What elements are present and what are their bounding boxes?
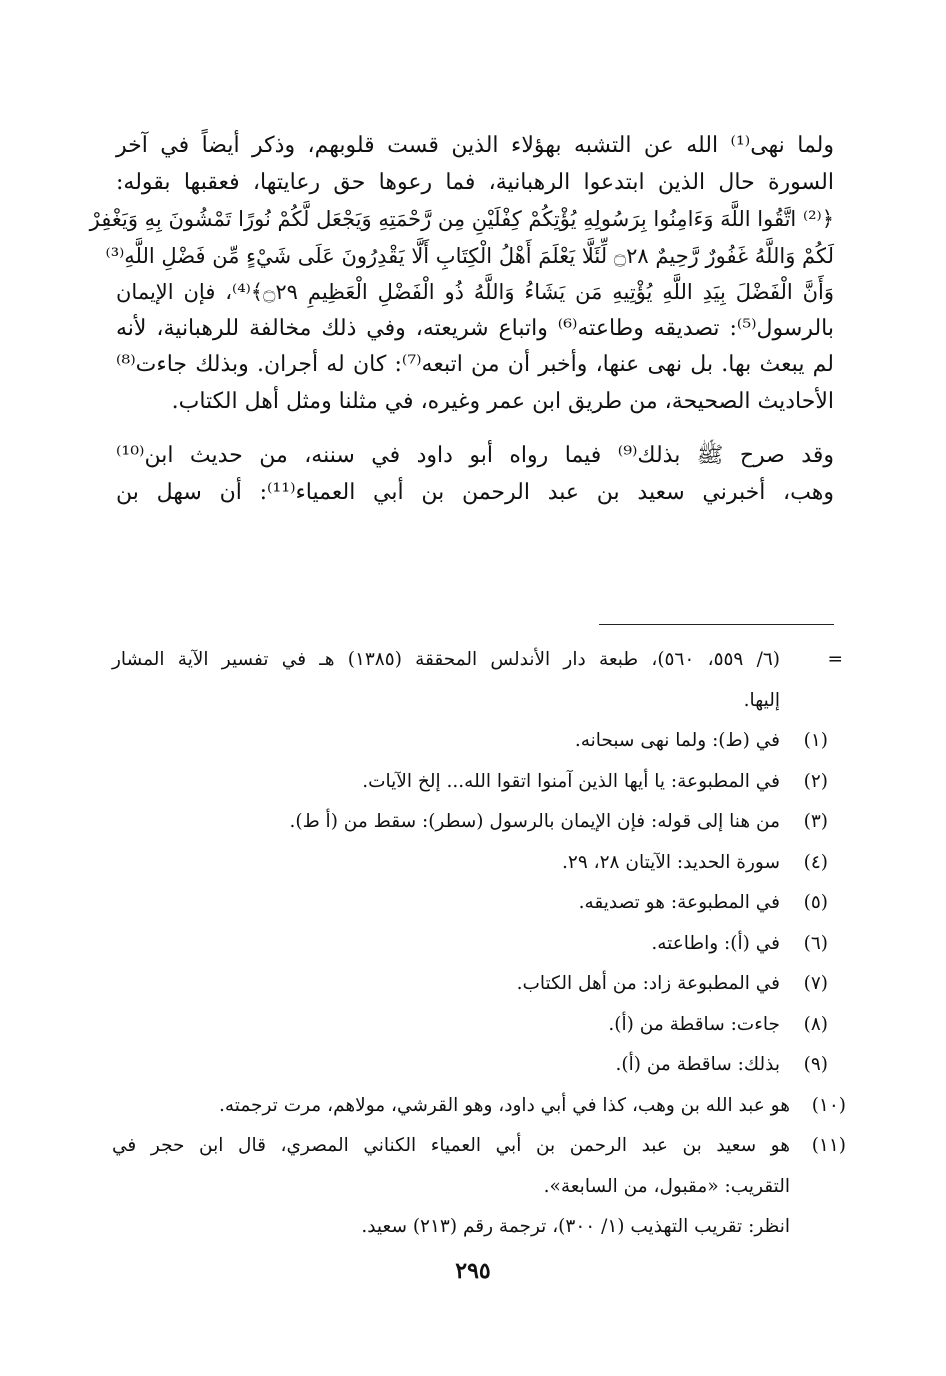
footnote-continuation bbox=[112, 640, 843, 721]
footnote-5 bbox=[112, 883, 838, 924]
footnote-6 bbox=[112, 924, 838, 965]
footnote-text: في المطبوعة: هو تصديقه. bbox=[578, 892, 780, 913]
continuation-marker: = bbox=[827, 649, 843, 670]
footnote-number: (٢) bbox=[803, 770, 828, 792]
footnote-text: في المطبوعة زاد: من أهل الكتاب. bbox=[516, 973, 780, 994]
footnote-text: سورة الحديد: الآيتان ٢٨، ٢٩. bbox=[562, 851, 780, 873]
footnote-text: بذلك: ساقطة من (أ). bbox=[615, 1054, 780, 1075]
footnote-number: (٤) bbox=[803, 851, 828, 873]
footnotes bbox=[112, 640, 846, 1248]
footnote-number: (٥) bbox=[803, 892, 828, 913]
text-line: ولما نهى⁽¹⁾ الله عن التشبه بهؤلاء الذين قست قلوبهم، وذكر أيضاً في آخر bbox=[116, 133, 834, 158]
footnote-text: التقريب: «مقبول، من السابعة». bbox=[543, 1175, 790, 1197]
footnote-separator bbox=[599, 624, 834, 625]
footnote-number: (٣) bbox=[803, 811, 828, 832]
footnote-text: هو سعيد بن عبد الرحمن بن أبي العمياء الكناني المصري، قال ابن حجر في bbox=[112, 1135, 790, 1156]
footnote-text: هو عبد الله بن وهب، كذا في أبي داود، وهو القرشي، مولاهم، مرت ترجمته. bbox=[218, 1094, 790, 1116]
footnote-1 bbox=[112, 721, 838, 762]
footnote-number: (٧) bbox=[803, 973, 828, 994]
footnote-number: (١١) bbox=[811, 1135, 846, 1156]
footnote-text: في (ط): ولما نهى سبحانه. bbox=[574, 730, 780, 751]
footnote-text: من هنا إلى قوله: فإن الإيمان بالرسول (سطر): سقط من (أ ط). bbox=[289, 811, 780, 832]
footnote-4 bbox=[112, 843, 838, 884]
paragraph-1 bbox=[89, 128, 834, 420]
text-line: الأحاديث الصحيحة، من طريق ابن عمر وغيره، في مثلنا ومثل أهل الكتاب. bbox=[171, 388, 834, 414]
footnote-text: (٦/ ٥٥٩، ٥٦٠)، طبعة دار الأندلس المحققة (١٣٨٥) هـ في تفسير الآية المشار bbox=[112, 649, 780, 670]
footnote-number: (٩) bbox=[803, 1054, 828, 1075]
footnote-3 bbox=[112, 802, 838, 843]
footnote-number: (٨) bbox=[803, 1013, 828, 1035]
quran-verse-line: لَكُمْ وَاللَّهُ غَفُورٌ رَّحِيمٌ ۝٢٨ لِّئَلَّا يَعْلَمَ أَهْلُ الْكِتَابِ أَلَّا يَقْدِرُونَ عَلَى شَيْءٍ مِّن فَضْلِ اللَّهِ⁽³⁾ bbox=[105, 243, 834, 268]
footnote-text: إليها. bbox=[743, 689, 780, 711]
footnote-number: (١) bbox=[803, 730, 828, 751]
footnote-text: في المطبوعة: يا أيها الذين آمنوا اتقوا الله... إلخ الآيات. bbox=[362, 770, 780, 792]
text-line: وقد صرح ﷺ بذلك⁽⁹⁾ فيما رواه أبو داود في سننه، من حديث ابن⁽¹⁰⁾ bbox=[116, 443, 834, 468]
text-line: وهب، أخبرني سعيد بن عبد الرحمن بن أبي العمياء⁽¹¹⁾: أن سهل بن bbox=[116, 479, 834, 505]
text-line: لم يبعث بها. بل نهى عنها، وأخبر أن من اتبعه⁽⁷⁾: كان له أجران. وبذلك جاءت⁽⁸⁾ bbox=[116, 352, 834, 377]
footnote-2 bbox=[112, 762, 838, 803]
paragraph-2 bbox=[116, 438, 834, 511]
page-number: ٢٩٥ bbox=[455, 1258, 491, 1284]
footnote-11 bbox=[112, 1126, 846, 1207]
footnote-number: (١٠) bbox=[811, 1094, 846, 1116]
footnote-text: جاءت: ساقطة من (أ). bbox=[608, 1013, 780, 1035]
quran-verse-line: وَأَنَّ الْفَضْلَ بِيَدِ اللَّهِ يُؤْتِيهِ مَن يَشَاءُ وَاللَّهُ ذُو الْفَضْلِ الْعَظِيمِ ۝٢٩﴾⁽⁴⁾، فإن الإيمان bbox=[116, 280, 834, 304]
footnote-9 bbox=[112, 1045, 838, 1086]
footnote-8 bbox=[112, 1005, 838, 1046]
text-line: بالرسول⁽⁵⁾: تصديقه وطاعته⁽⁶⁾ واتباع شريعته، وفي ذلك مخالفة للرهبانية، لأنه bbox=[116, 315, 834, 341]
footnote-10 bbox=[112, 1086, 846, 1127]
footnote-11-reference: انظر: تقريب التهذيب (١/ ٣٠٠)، ترجمة رقم (٢١٣) سعيد. bbox=[361, 1216, 790, 1237]
paragraph-gap bbox=[116, 420, 834, 438]
footnote-number: (٦) bbox=[803, 932, 828, 954]
footnote-text: في (أ): واطاعته. bbox=[651, 932, 780, 954]
main-text bbox=[89, 128, 834, 511]
footnote-7 bbox=[112, 964, 838, 1005]
quran-verse-line: ﴿⁽²⁾ اتَّقُوا اللَّهَ وَءَامِنُوا بِرَسُولِهِ يُؤْتِكُمْ كِفْلَيْنِ مِن رَّحْمَتِهِ وَيَجْعَل لَّكُمْ نُورًا تَمْشُونَ بِهِ وَيَغْفِرْ bbox=[89, 207, 834, 231]
text-line: السورة حال الذين ابتدعوا الرهبانية، فما رعوها حق رعايتها، فعقبها بقوله: bbox=[116, 169, 834, 195]
